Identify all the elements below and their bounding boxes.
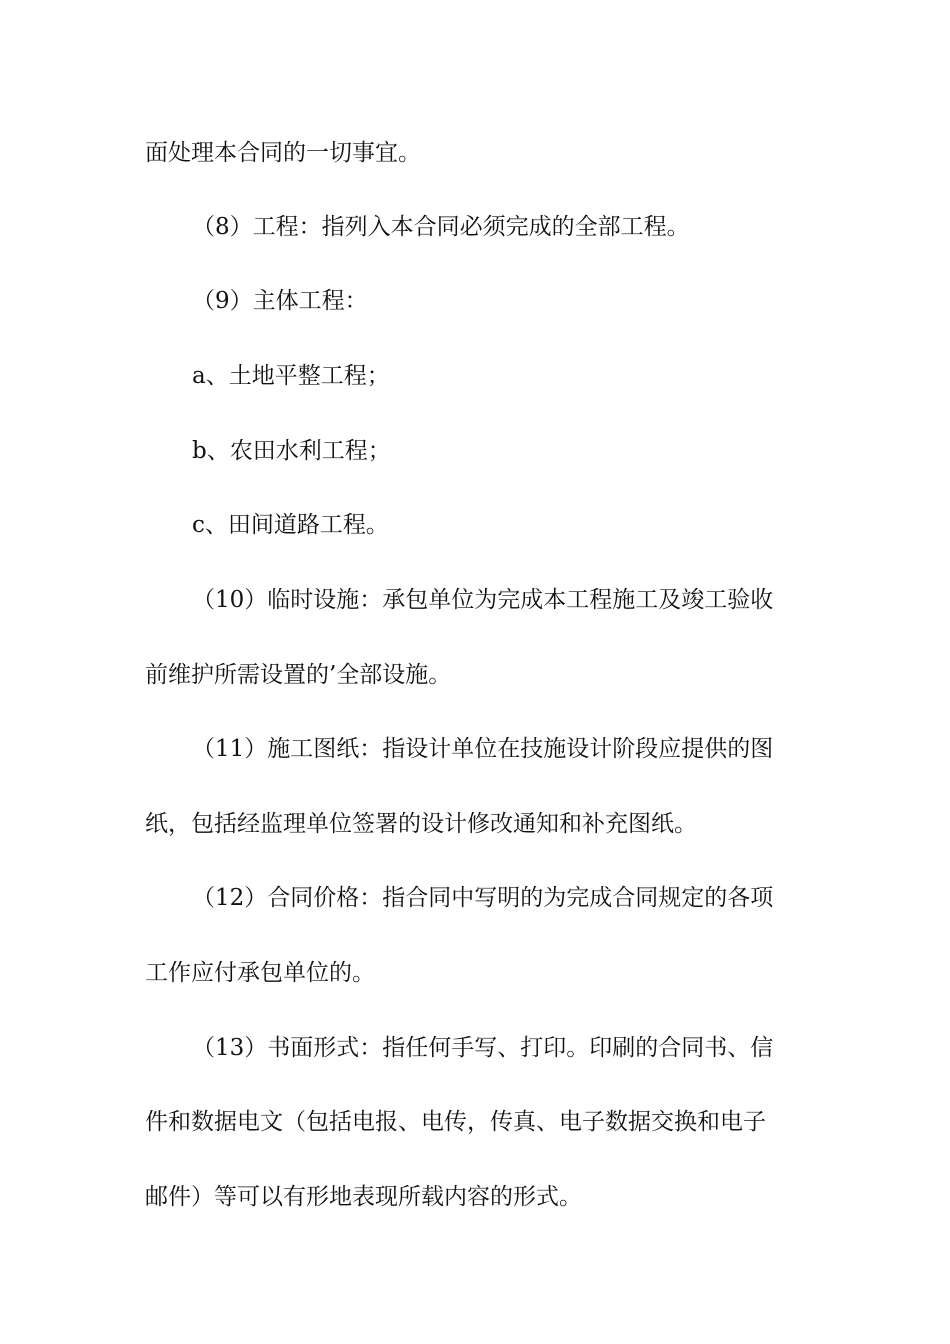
paragraph-line: 前维护所需设置的’全部设施。 (145, 662, 452, 688)
paragraph-line: （11）施工图纸：指设计单位在技施设计阶段应提供的图 (192, 736, 774, 762)
paragraph-line: （13）书面形式：指任何手写、打印。印刷的合同书、信 (192, 1035, 774, 1061)
paragraph-line: 邮件）等可以有形地表现所载内容的形式。 (145, 1184, 582, 1210)
list-item: c、田间道路工程。 (192, 512, 389, 538)
paragraph-line: 工作应付承包单位的。 (145, 960, 375, 986)
paragraph-line: 纸，包括经监理单位签署的设计修改通知和补充图纸。 (145, 811, 697, 837)
paragraph-line: 面处理本合同的一切事宜。 (145, 140, 421, 166)
paragraph-line: （10）临时设施：承包单位为完成本工程施工及竣工验收 (192, 587, 774, 613)
paragraph-line: （12）合同价格：指合同中写明的为完成合同规定的各项 (192, 885, 774, 911)
list-item: a、土地平整工程； (192, 363, 390, 389)
paragraph-line: 件和数据电文（包括电报、电传，传真、电子数据交换和电子 (145, 1109, 766, 1135)
paragraph-line: （8）工程：指列入本合同必须完成的全部工程。 (192, 214, 690, 240)
paragraph-line: （9）主体工程： (192, 288, 368, 314)
list-item: b、农田水利工程； (192, 438, 391, 464)
